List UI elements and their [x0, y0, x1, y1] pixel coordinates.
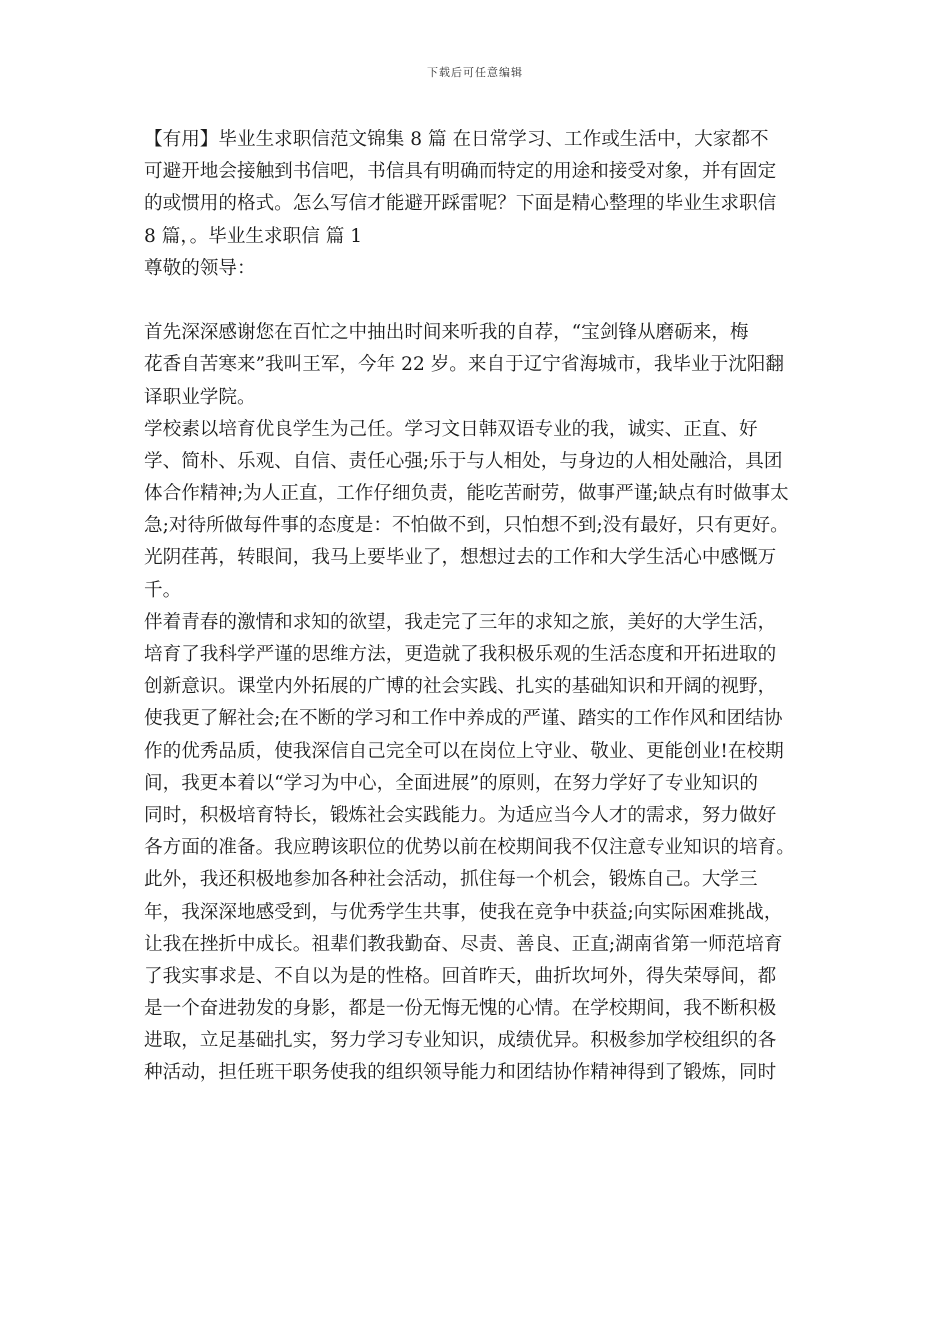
text-line: 间，我更本着以“学习为中心，全面进展”的原则，在努力学好了专业知识的 [144, 772, 759, 794]
text-line: 可避开地会接触到书信吧，书信具有明确而特定的用途和接受对象，并有固定 [144, 161, 777, 183]
text-line: 花香自苦寒来”我叫王军，今年 22 岁。来自于辽宁省海城市，我毕业于沈阳翻 [144, 354, 784, 376]
text-line: 学、简朴、乐观、自信、责任心强;乐于与人相处，与身边的人相处融洽，具团 [144, 450, 783, 472]
text-line: 译职业学院。 [144, 386, 256, 408]
text-line: 8 篇，。毕业生求职信 篇 1 [144, 225, 363, 247]
document-body [144, 124, 814, 1090]
text-line: 让我在挫折中成长。祖辈们教我勤奋、尽责、善良、正直;湖南省第一师范培育 [144, 933, 783, 955]
text-line: 伴着青春的激情和求知的欲望，我走完了三年的求知之旅，美好的大学生活， [144, 611, 777, 633]
text-line: 光阴荏苒，转眼间，我马上要毕业了，想想过去的工作和大学生活心中感慨万 [144, 547, 777, 569]
text-line: 的或惯用的格式。怎么写信才能避开踩雷呢？下面是精心整理的毕业生求职信 [144, 193, 777, 215]
text-line: 创新意识。课堂内外拓展的广博的社会实践、扎实的基础知识和开阔的视野， [144, 676, 777, 698]
text-line: 了我实事求是、不自以为是的性格。回首昨天，曲折坎坷外，得失荣辱间，都 [144, 965, 777, 987]
text-line: 急;对待所做每件事的态度是：不怕做不到，只怕想不到;没有最好，只有更好。 [144, 515, 789, 537]
text-line: 体合作精神;为人正直，工作仔细负责，能吃苦耐劳，做事严谨;缺点有时做事太 [144, 483, 789, 505]
text-line: 是一个奋进勃发的身影，都是一份无悔无愧的心情。在学校期间，我不断积极 [144, 998, 777, 1020]
text-line: 同时，积极培育特长，锻炼社会实践能力。为适应当今人才的需求，努力做好 [144, 804, 777, 826]
text-line: 使我更了解社会;在不断的学习和工作中养成的严谨、踏实的工作作风和团结协 [144, 708, 783, 730]
blank-line [144, 285, 814, 317]
text-line: 进取，立足基础扎实，努力学习专业知识，成绩优异。积极参加学校组织的各 [144, 1030, 777, 1052]
text-line: 【有用】毕业生求职信范文锦集 8 篇 在日常学习、工作或生活中，大家都不 [144, 129, 769, 150]
page-header: 下载后可任意编辑 [427, 66, 523, 79]
salutation: 尊敬的领导： [144, 257, 256, 279]
text-line: 各方面的准备。我应聘该职位的优势以前在校期间我不仅注意专业知识的培育。 [144, 837, 795, 859]
text-line: 年，我深深地感受到，与优秀学生共事，使我在竞争中获益;向实际困难挑战， [144, 901, 783, 923]
text-line: 培育了我科学严谨的思维方法，更造就了我积极乐观的生活态度和开拓进取的 [144, 644, 777, 665]
text-line: 此外，我还积极地参加各种社会活动，抓住每一个机会，锻炼自己。大学三 [144, 869, 758, 891]
text-line: 千。 [144, 579, 182, 601]
text-line: 种活动，担任班干职务使我的组织领导能力和团结协作精神得到了锻炼，同时 [144, 1062, 777, 1084]
text-line: 学校素以培育优良学生为己任。学习文日韩双语专业的我，诚实、正直、好 [144, 418, 758, 440]
text-line: 作的优秀品质，使我深信自己完全可以在岗位上守业、敬业、更能创业!在校期 [144, 740, 784, 762]
text-line: 首先深深感谢您在百忙之中抽出时间来听我的自荐，“宝剑锋从磨砺来，梅 [144, 322, 749, 344]
